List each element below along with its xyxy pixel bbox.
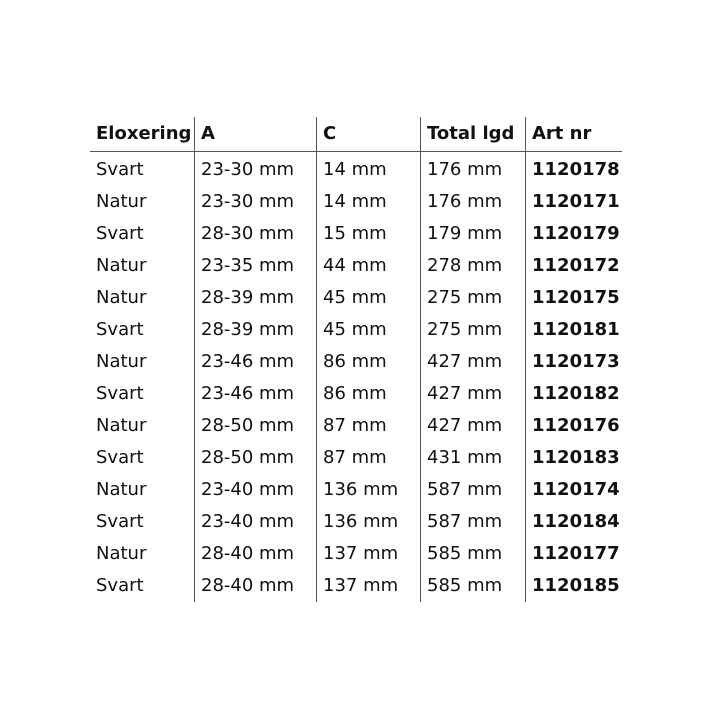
cell-a: 23-46 mm [195, 346, 317, 378]
cell-c: 45 mm [317, 314, 421, 346]
cell-a: 23-30 mm [195, 152, 317, 187]
table-row [90, 282, 622, 314]
cell-eloxering: Natur [96, 255, 147, 276]
header-row [90, 117, 622, 152]
cell-c: 14 mm [317, 186, 421, 218]
cell-art-nr: 1120177 [526, 538, 623, 570]
cell-eloxering: Natur [96, 351, 147, 372]
cell-total-lgd: 431 mm [421, 442, 526, 474]
cell-eloxering: Natur [96, 479, 147, 500]
table-header [90, 117, 622, 152]
cell-c: 136 mm [317, 474, 421, 506]
cell-art-nr: 1120182 [526, 378, 623, 410]
cell-c: 15 mm [317, 218, 421, 250]
cell-eloxering: Svart [96, 511, 144, 532]
cell-art-nr: 1120179 [526, 218, 623, 250]
table-row [90, 314, 622, 346]
cell-eloxering: Svart [96, 319, 144, 340]
cell-art-nr: 1120172 [526, 250, 623, 282]
table-row [90, 474, 622, 506]
cell-eloxering: Natur [96, 543, 147, 564]
cell-eloxering: Svart [96, 223, 144, 244]
cell-art-nr: 1120185 [526, 570, 623, 602]
table-row [90, 152, 622, 187]
cell-art-nr: 1120178 [526, 152, 623, 187]
cell-total-lgd: 427 mm [421, 346, 526, 378]
cell-eloxering: Svart [96, 575, 144, 596]
header-total-lgd: Total lgd [421, 117, 526, 152]
header-a: A [195, 117, 317, 152]
header-eloxering: Eloxering [90, 117, 195, 152]
cell-total-lgd: 427 mm [421, 410, 526, 442]
cell-total-lgd: 176 mm [421, 152, 526, 187]
table-row [90, 218, 622, 250]
header-art-nr: Art nr [526, 117, 623, 152]
product-spec-table [90, 117, 622, 602]
cell-a: 28-39 mm [195, 282, 317, 314]
cell-c: 86 mm [317, 378, 421, 410]
cell-art-nr: 1120175 [526, 282, 623, 314]
cell-total-lgd: 275 mm [421, 314, 526, 346]
cell-a: 28-40 mm [195, 538, 317, 570]
cell-c: 137 mm [317, 570, 421, 602]
cell-art-nr: 1120173 [526, 346, 623, 378]
cell-art-nr: 1120176 [526, 410, 623, 442]
table-row [90, 538, 622, 570]
cell-c: 137 mm [317, 538, 421, 570]
cell-total-lgd: 176 mm [421, 186, 526, 218]
cell-c: 87 mm [317, 410, 421, 442]
cell-art-nr: 1120183 [526, 442, 623, 474]
cell-c: 86 mm [317, 346, 421, 378]
cell-a: 28-39 mm [195, 314, 317, 346]
cell-total-lgd: 585 mm [421, 570, 526, 602]
cell-c: 44 mm [317, 250, 421, 282]
cell-art-nr: 1120174 [526, 474, 623, 506]
cell-total-lgd: 585 mm [421, 538, 526, 570]
cell-art-nr: 1120181 [526, 314, 623, 346]
header-c: C [317, 117, 421, 152]
cell-a: 23-40 mm [195, 506, 317, 538]
cell-a: 28-40 mm [195, 570, 317, 602]
cell-total-lgd: 587 mm [421, 506, 526, 538]
cell-eloxering: Svart [96, 383, 144, 404]
table-row [90, 186, 622, 218]
cell-eloxering: Natur [96, 191, 147, 212]
cell-c: 136 mm [317, 506, 421, 538]
cell-a: 23-30 mm [195, 186, 317, 218]
table-row [90, 410, 622, 442]
cell-total-lgd: 278 mm [421, 250, 526, 282]
cell-total-lgd: 427 mm [421, 378, 526, 410]
cell-c: 87 mm [317, 442, 421, 474]
cell-art-nr: 1120171 [526, 186, 623, 218]
table-row [90, 570, 622, 602]
cell-a: 23-40 mm [195, 474, 317, 506]
cell-total-lgd: 179 mm [421, 218, 526, 250]
cell-a: 28-30 mm [195, 218, 317, 250]
table-row [90, 506, 622, 538]
table-row [90, 378, 622, 410]
table-row [90, 250, 622, 282]
cell-a: 28-50 mm [195, 442, 317, 474]
cell-art-nr: 1120184 [526, 506, 623, 538]
cell-a: 28-50 mm [195, 410, 317, 442]
cell-total-lgd: 275 mm [421, 282, 526, 314]
cell-a: 23-46 mm [195, 378, 317, 410]
cell-c: 14 mm [317, 152, 421, 187]
cell-eloxering: Natur [96, 287, 147, 308]
cell-total-lgd: 587 mm [421, 474, 526, 506]
cell-a: 23-35 mm [195, 250, 317, 282]
table-row [90, 346, 622, 378]
table-body [90, 152, 622, 603]
cell-eloxering: Svart [96, 447, 144, 468]
cell-eloxering: Natur [96, 415, 147, 436]
cell-eloxering: Svart [96, 159, 144, 180]
cell-c: 45 mm [317, 282, 421, 314]
table-row [90, 442, 622, 474]
